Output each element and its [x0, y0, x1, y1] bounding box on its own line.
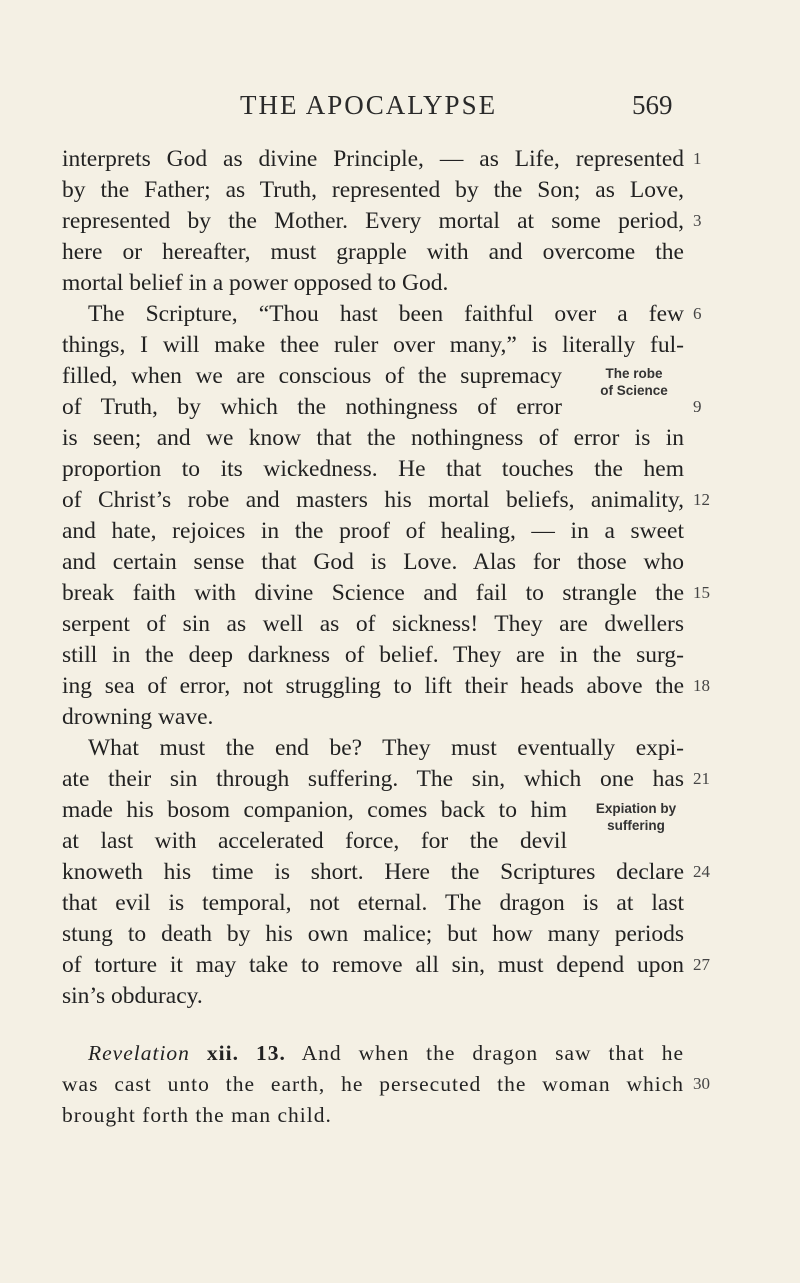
- quote-book: Revelation: [88, 1041, 190, 1065]
- line-number: 24: [693, 862, 710, 881]
- page-number: 569: [632, 90, 673, 120]
- text-line: still in the deep darkness of belief. They are in the surg-: [62, 642, 684, 668]
- text-line: knoweth his time is short. Here the Scriptures declare: [62, 859, 684, 885]
- margin-note-line: The robe: [605, 366, 663, 381]
- line-number: 18: [693, 676, 710, 695]
- quote-line: [88, 1036, 684, 1070]
- line-number: 21: [693, 769, 710, 788]
- text-line: represented by the Mother. Every mortal at some period,: [62, 208, 684, 234]
- text-line: stung to death by his own malice; but how many periods: [62, 921, 684, 947]
- text-line: and certain sense that God is Love. Alas for those who: [62, 549, 684, 575]
- page-header: [0, 90, 800, 130]
- margin-note: [570, 800, 702, 834]
- text-line: that evil is temporal, not eternal. The dragon is at last: [62, 890, 684, 916]
- text-line: What must the end be? They must eventually expi-: [88, 735, 684, 761]
- text-line: here or hereafter, must grapple with and overcome the: [62, 239, 684, 265]
- text-line: made his bosom companion, comes back to him: [62, 797, 567, 823]
- margin-note-line: Expiation by: [595, 801, 677, 816]
- text-line: sin’s obduracy.: [62, 983, 203, 1009]
- line-number: 12: [693, 490, 710, 509]
- margin-note-line: suffering: [607, 818, 665, 833]
- line-number: 30: [693, 1074, 710, 1093]
- running-title: THE APOCALYPSE: [240, 90, 498, 120]
- text-line: mortal belief in a power opposed to God.: [62, 270, 449, 296]
- text-line: ate their sin through suffering. The sin, which one has: [62, 766, 684, 792]
- text-line: The Scripture, “Thou hast been faithful over a few: [88, 301, 684, 327]
- text-line: drowning wave.: [62, 704, 214, 730]
- quote-line: was cast unto the earth, he persecuted the woman which: [62, 1072, 684, 1096]
- text-line: of Christ’s robe and masters his mortal beliefs, animality,: [62, 487, 684, 513]
- text-line: interprets God as divine Principle, — as Life, represented: [62, 146, 684, 172]
- quote-text: And when the dragon saw that he: [301, 1041, 684, 1065]
- line-number: 27: [693, 955, 710, 974]
- text-line: ing sea of error, not struggling to lift their heads above the: [62, 673, 684, 699]
- text-line: serpent of sin as well as of sickness! They are dwellers: [62, 611, 684, 637]
- text-line: filled, when we are conscious of the supremacy: [62, 363, 562, 389]
- text-line: proportion to its wickedness. He that touches the hem: [62, 456, 684, 482]
- text-line: things, I will make thee ruler over many,” is literally ful-: [62, 332, 684, 358]
- margin-note-line: of Science: [600, 383, 668, 398]
- text-line: break faith with divine Science and fail to strangle the: [62, 580, 684, 606]
- line-number: 1: [693, 149, 702, 168]
- text-line: at last with accelerated force, for the devil: [62, 828, 567, 854]
- line-number: 3: [693, 211, 702, 230]
- margin-note: [568, 365, 700, 399]
- text-line: is seen; and we know that the nothingness of error is in: [62, 425, 684, 451]
- line-number: 15: [693, 583, 710, 602]
- text-line: of Truth, by which the nothingness of error: [62, 394, 562, 420]
- text-line: by the Father; as Truth, represented by the Son; as Love,: [62, 177, 684, 203]
- text-line: of torture it may take to remove all sin, must depend upon: [62, 952, 684, 978]
- quote-reference: xii. 13.: [206, 1041, 286, 1065]
- line-number: 9: [693, 397, 702, 416]
- line-number: 6: [693, 304, 702, 323]
- text-line: and hate, rejoices in the proof of healing, — in a sweet: [62, 518, 684, 544]
- quote-line: brought forth the man child.: [62, 1103, 332, 1127]
